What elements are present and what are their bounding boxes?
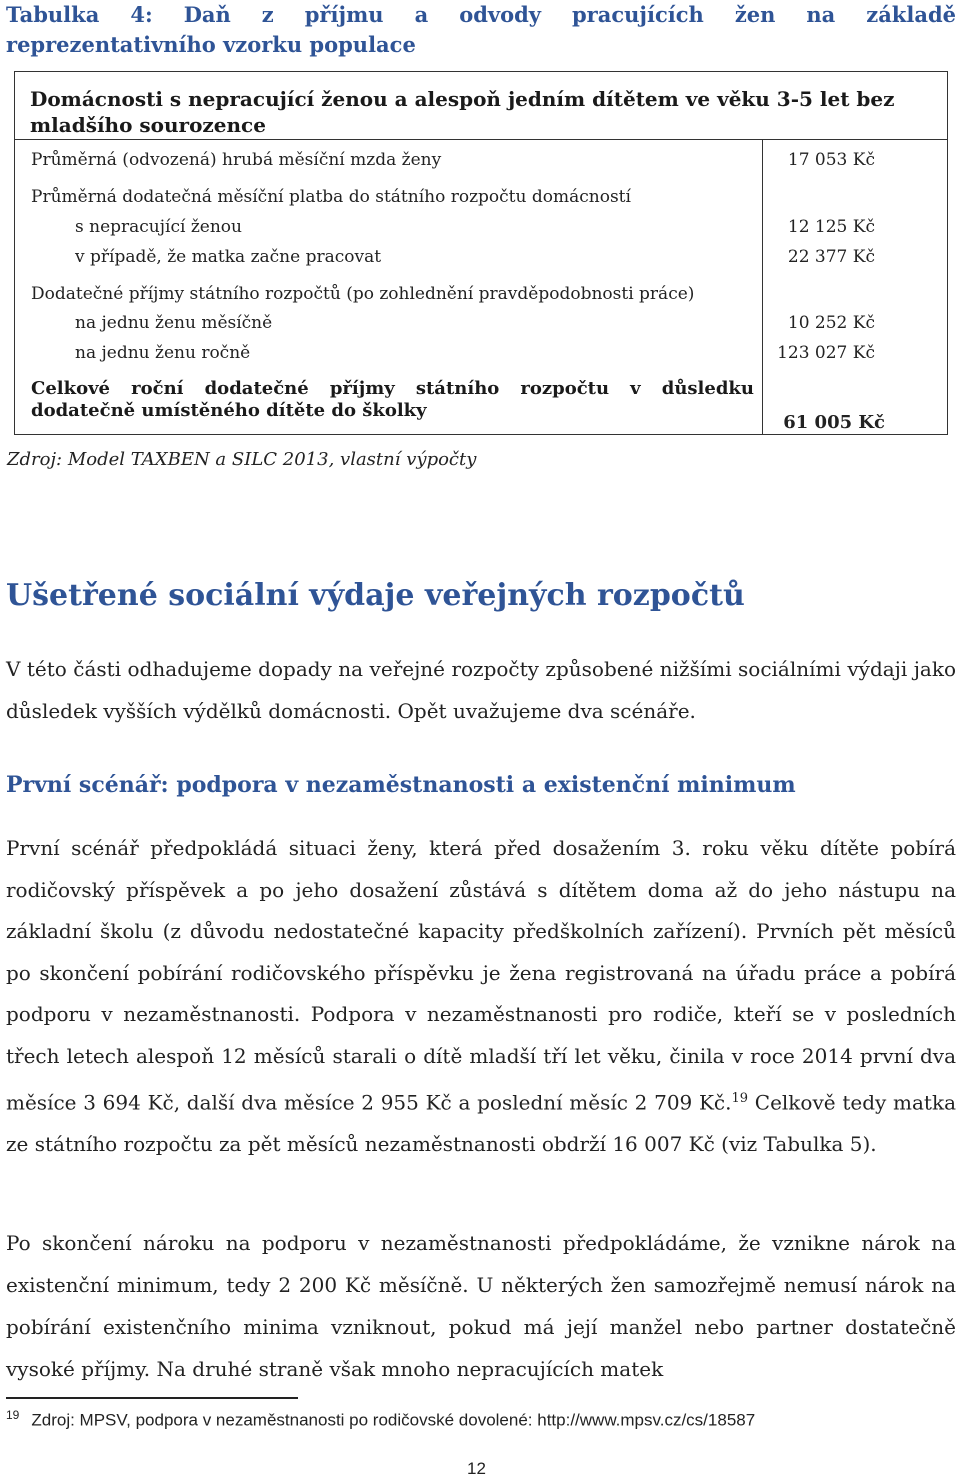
- total-line-2: dodatečně umístěného dítěte do školky: [31, 400, 427, 421]
- table-source: Zdroj: Model TAXBEN a SILC 2013, vlastní výpočty: [7, 449, 477, 470]
- scenario-text-b: Celkově tedy matka ze státního rozpočtu za pět měsíců nezaměstnanosti obdrží 16 007 Kč (viz Tabulka 5).: [6, 1090, 956, 1156]
- table-divider-vertical: [762, 139, 763, 434]
- row-value-nonworking-woman: 12 125 Kč: [787, 217, 875, 237]
- total-line-1: Celkové roční dodatečné příjmy státního rozpočtu v důsledku: [31, 378, 754, 399]
- row-label-nonworking-woman: s nepracující ženou: [75, 217, 242, 237]
- caption-line-1: Tabulka 4: Daň z příjmu a odvody pracujících žen na základě: [6, 2, 956, 27]
- row-label-mother-works: v případě, že matka začne pracovat: [75, 247, 382, 267]
- table-caption: [6, 0, 956, 60]
- row-value-total: 61 005 Kč: [783, 412, 885, 433]
- footnote-text: Zdroj: MPSV, podpora v nezaměstnanosti po rodičovské dovolené: http://www.mpsv.cz/cs/18587: [31, 1410, 756, 1430]
- row-label-gross-wage: Průměrná (odvozená) hrubá měsíční mzda ženy: [31, 150, 442, 170]
- scenario-text-a: První scénář předpokládá situaci ženy, která před dosažením 3. roku věku dítěte pobírá rodičovský příspěvek a po jeho dosažení zůstává s dítětem doma až do jeho nástupu na základní školu (z důvodu nedostatečné kapacity předškolních zařízení). Prvních pět měsíců po skončení pobírání rodičovského příspěvku je žena registrovaná na úřadu práce a pobírá podporu v nezaměstnanosti. Podpora v nezaměstnanosti pro rodiče, kteří se v posledních třech letech alespoň 12 měsíců starali o dítě mladší tří let věku, činila v roce 2014 první dva měsíce 3 694 Kč, další dva měsíce 2 955 Kč a poslední měsíc 2 709 Kč.: [6, 836, 956, 1115]
- row-label-additional-payment: Průměrná dodatečná měsíční platba do státního rozpočtu domácností: [31, 187, 631, 207]
- page-number: 12: [467, 1459, 486, 1478]
- table-divider-horizontal: [15, 139, 947, 140]
- footnote-separator: [6, 1397, 298, 1399]
- scenario-paragraph: [6, 828, 956, 1165]
- row-label-per-woman-monthly: na jednu ženu měsíčně: [75, 313, 273, 333]
- row-label-additional-income: Dodatečné příjmy státního rozpočtů (po zohlednění pravděpodobnosti práce): [31, 284, 695, 304]
- subsection-heading: První scénář: podpora v nezaměstnanosti a existenční minimum: [6, 772, 796, 798]
- caption-line-2: reprezentativního vzorku populace: [6, 32, 416, 57]
- intro-paragraph: V této části odhadujeme dopady na veřejné rozpočty způsobené nižšími sociálními výdaji jako důsledek vyšších výdělků domácnosti. Opět uvažujeme dva scénáře.: [6, 657, 956, 723]
- section-heading: Ušetřené sociální výdaje veřejných rozpočtů: [6, 578, 745, 613]
- row-value-per-woman-monthly: 10 252 Kč: [787, 313, 875, 333]
- data-table: [14, 71, 948, 435]
- row-value-per-woman-yearly: 123 027 Kč: [777, 343, 875, 363]
- row-label-per-woman-yearly: na jednu ženu ročně: [75, 343, 251, 363]
- footnote-reference[interactable]: 19: [731, 1090, 749, 1106]
- footnote-number: 19: [6, 1408, 20, 1422]
- row-value-mother-works: 22 377 Kč: [787, 247, 875, 267]
- row-value-gross-wage: 17 053 Kč: [787, 150, 875, 170]
- minimum-paragraph: Po skončení nároku na podporu v nezaměstnanosti předpokládáme, že vznikne nárok na existenční minimum, tedy 2 200 Kč měsíčně. U některých žen samozřejmě nemusí nárok na pobírání existenčního minima vzniknout, pokud má její manžel nebo partner dostatečně vysoké příjmy. Na druhé straně však mnoho nepracujících matek: [6, 1231, 956, 1381]
- row-label-total: [31, 378, 754, 422]
- table-header: Domácnosti s nepracující ženou a alespoň jedním dítětem ve věku 3-5 let bez mladšího sourozence: [30, 87, 895, 137]
- footnote: [6, 1408, 755, 1431]
